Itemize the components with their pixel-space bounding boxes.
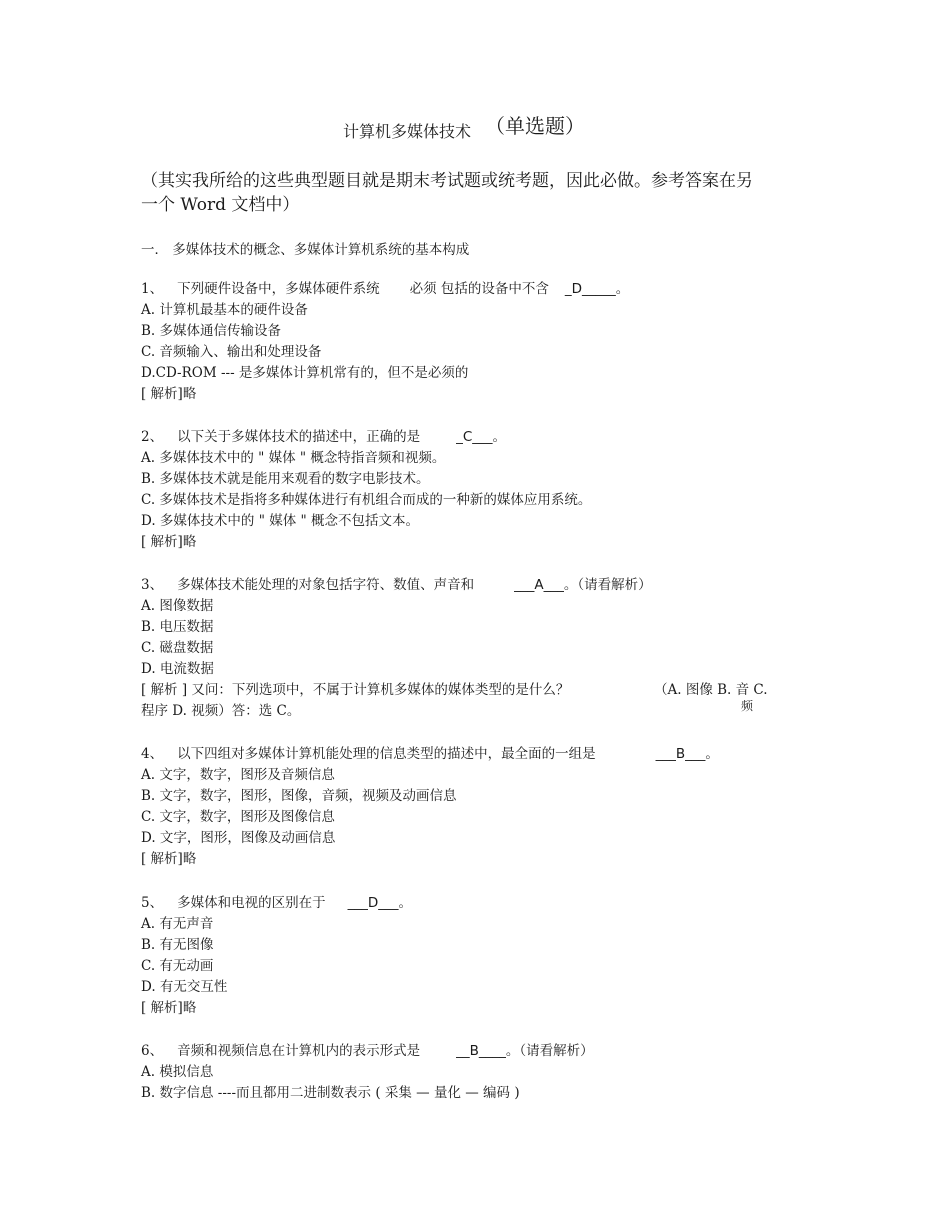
question-2 bbox=[141, 427, 591, 553]
stem-text: 下列硬件设备中，多媒体硬件系统 bbox=[177, 281, 380, 297]
option-b: B. 文字，数字，图形，图像，音频，视频及动画信息 bbox=[141, 788, 457, 804]
analysis: [ 解析]略 bbox=[141, 534, 197, 550]
analysis-choices: （A. 图像 B. 音 C. bbox=[654, 682, 768, 698]
question-stem bbox=[141, 575, 652, 596]
analysis: [ 解析]略 bbox=[141, 851, 197, 867]
question-stem bbox=[141, 279, 629, 300]
title-main: 计算机多媒体技术 bbox=[343, 122, 472, 141]
stem-text-2: 必须 包括的设备中不含 bbox=[409, 281, 549, 297]
option-c: C. 多媒体技术是指将多种媒体进行有机组合而成的一种新的媒体应用系统。 bbox=[141, 492, 592, 508]
option-d: D. 多媒体技术中的 " 媒体 " 概念不包括文本。 bbox=[141, 513, 420, 529]
stem-text: 音频和视频信息在计算机内的表示形式是 bbox=[177, 1043, 421, 1059]
question-number: 5、 bbox=[141, 895, 164, 911]
option-a: A. 计算机最基本的硬件设备 bbox=[141, 302, 308, 318]
answer: ___D___。 bbox=[347, 895, 412, 911]
option-c: C. 有无动画 bbox=[141, 958, 214, 974]
answer: __B____。（请看解析） bbox=[456, 1043, 594, 1059]
question-5 bbox=[141, 893, 412, 1019]
option-c: C. 磁盘数据 bbox=[141, 640, 214, 656]
option-d: D. 电流数据 bbox=[141, 661, 214, 677]
option-b: B. 多媒体通信传输设备 bbox=[141, 323, 282, 339]
option-d: D.CD-ROM --- 是多媒体计算机常有的，但不是必须的 bbox=[141, 365, 469, 381]
option-a: A. 有无声音 bbox=[141, 916, 214, 932]
stem-text: 多媒体和电视的区别在于 bbox=[177, 895, 326, 911]
section-heading: 一． 多媒体技术的概念、多媒体计算机系统的基本构成 bbox=[141, 242, 470, 258]
option-a: A. 模拟信息 bbox=[141, 1064, 214, 1080]
analysis: [ 解析]略 bbox=[141, 386, 197, 402]
question-4 bbox=[141, 744, 719, 870]
stem-text: 以下关于多媒体技术的描述中，正确的是 bbox=[177, 429, 421, 445]
answer: _D_____。 bbox=[564, 281, 630, 297]
analysis: [ 解析]略 bbox=[141, 1000, 197, 1016]
question-stem bbox=[141, 744, 719, 765]
intro-line-2: 一个 Word 文档中） bbox=[141, 195, 300, 215]
stem-text: 以下四组对多媒体计算机能处理的信息类型的描述中，最全面的一组是 bbox=[177, 746, 596, 762]
answer: ___B___。 bbox=[655, 746, 719, 762]
analysis-line-2: 程序 D. 视频）答：选 C。 bbox=[141, 703, 301, 719]
option-a: A. 图像数据 bbox=[141, 598, 214, 614]
question-number: 6、 bbox=[141, 1043, 164, 1059]
option-b: B. 数字信息 ----而且都用二进制数表示 ( 采集 — 量化 — 编码 ) bbox=[141, 1085, 520, 1101]
option-b: B. 多媒体技术就是能用来观看的数字电影技术。 bbox=[141, 471, 430, 487]
option-d: D. 文字，图形，图像及动画信息 bbox=[141, 830, 336, 846]
question-number: 3、 bbox=[141, 577, 164, 593]
question-3 bbox=[141, 575, 768, 722]
question-1 bbox=[141, 279, 629, 405]
option-c: C. 文字，数字，图形及图像信息 bbox=[141, 809, 335, 825]
option-d: D. 有无交互性 bbox=[141, 979, 228, 995]
option-b: B. 有无图像 bbox=[141, 937, 214, 953]
analysis-text: [ 解析 ] 又问：下列选项中，不属于计算机多媒体的媒体类型的是什么？ bbox=[141, 682, 570, 698]
analysis-choices-wrap: 频 bbox=[741, 699, 754, 713]
question-stem bbox=[141, 427, 591, 448]
option-a: A. 多媒体技术中的 " 媒体 " 概念特指音频和视频。 bbox=[141, 450, 446, 466]
page-title bbox=[343, 114, 585, 143]
question-number: 2、 bbox=[141, 429, 164, 445]
option-c: C. 音频输入、输出和处理设备 bbox=[141, 344, 322, 360]
intro-line-1: （其实我所给的这些典型题目就是期末考试题或统考题，因此必做。参考答案在另 bbox=[141, 171, 753, 191]
option-b: B. 电压数据 bbox=[141, 619, 214, 635]
answer: _C___。 bbox=[456, 429, 507, 445]
question-number: 1、 bbox=[141, 281, 164, 297]
stem-text: 多媒体技术能处理的对象包括字符、数值、声音和 bbox=[177, 577, 475, 593]
answer: ___A___。（请看解析） bbox=[514, 577, 652, 593]
question-6 bbox=[141, 1041, 594, 1104]
question-number: 4、 bbox=[141, 746, 164, 762]
option-a: A. 文字，数字，图形及音频信息 bbox=[141, 767, 335, 783]
question-stem bbox=[141, 1041, 594, 1062]
title-subtitle: （单选题） bbox=[485, 114, 586, 138]
question-stem bbox=[141, 893, 412, 914]
